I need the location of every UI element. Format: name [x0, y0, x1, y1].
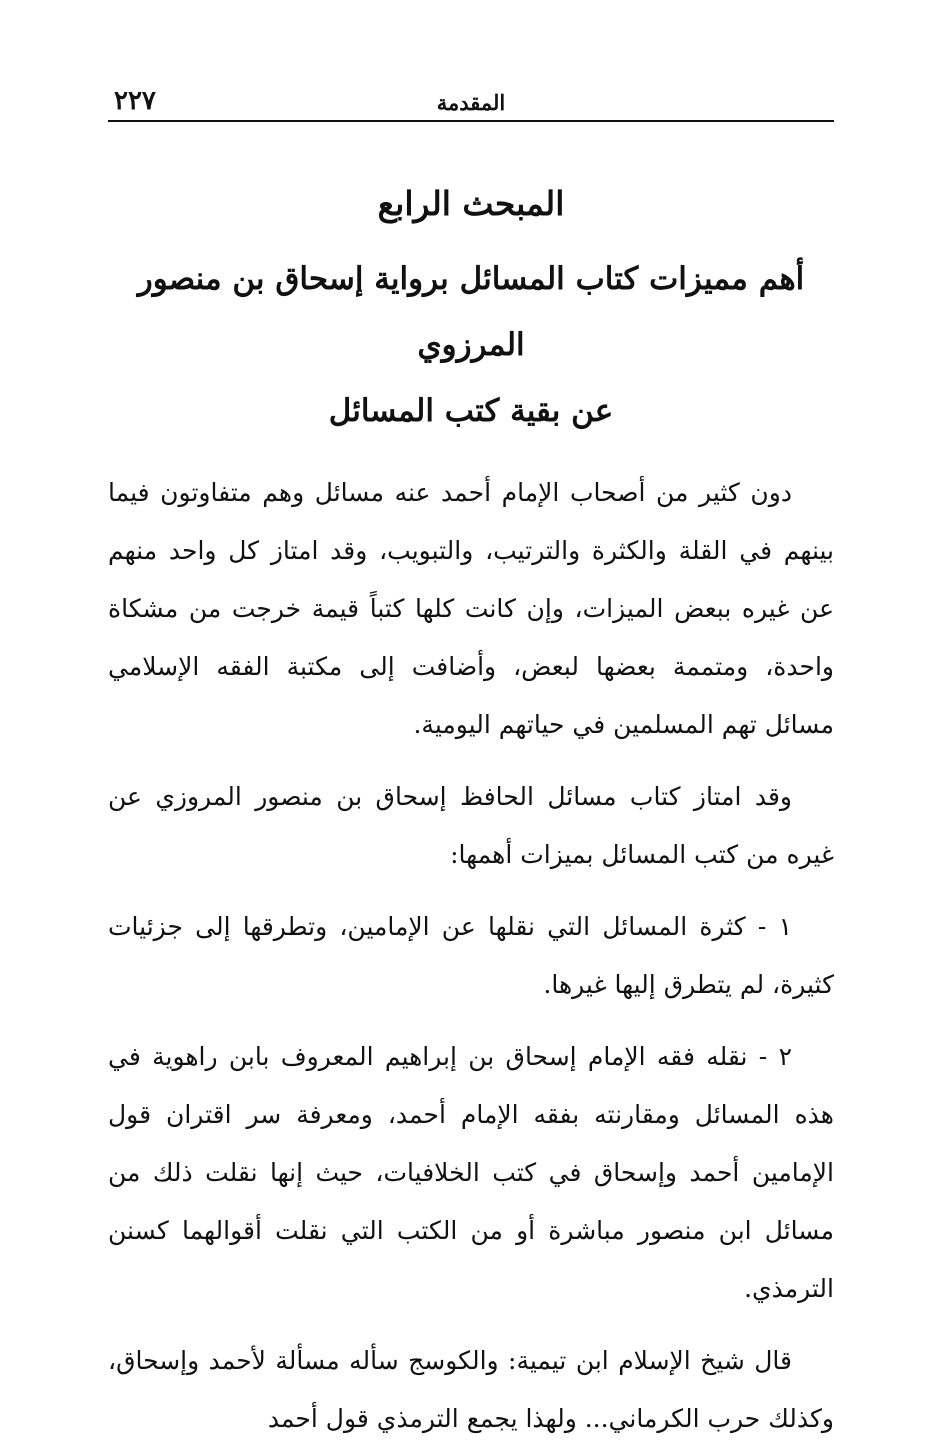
chapter-title-line-2: عن بقية كتب المسائل — [328, 392, 614, 429]
paragraph-distinction: وقد امتاز كتاب مسائل الحافظ إسحاق بن منصور المروزي عن غيره من كتب المسائل بميزات أهمها: — [108, 781, 834, 869]
chapter-title-line-1: أهم مميزات كتاب المسائل برواية إسحاق بن منصور المرزوي — [137, 260, 805, 363]
paragraph-intro: دون كثير من أصحاب الإمام أحمد عنه مسائل وهم متفاوتون فيما بينهم في القلة والكثرة والترتيب، والتبويب، وقد امتاز كل واحد منهم عن غيره ببعض الميزات، وإن كانت كلها كتباً قيمة خرجت من مشكاة واحدة، ومتممة بعضها لبعض، وأضافت إلى مكتبة الفقه الإسلامي مسائل تهم المسلمين في حياتهم اليومية. — [108, 477, 834, 739]
body-text — [108, 464, 834, 1448]
book-page — [108, 80, 834, 1448]
paragraph-point-2: ٢ - نقله فقه الإمام إسحاق بن إبراهيم المعروف بابن راهوية في هذه المسائل ومقارنته بفقه الإمام أحمد، ومعرفة سر اقتران قول الإمامين أحمد وإسحاق في كتب الخلافيات، حيث إنها نقلت ذلك من مسائل ابن منصور مباشرة أو من الكتب التي نقلت أقوالهما كسنن الترمذي. — [108, 1041, 834, 1303]
section-title: المقدمة — [436, 90, 506, 115]
chapter-heading: المبحث الرابع — [377, 184, 565, 223]
running-header — [108, 80, 834, 122]
paragraph-point-1: ١ - كثرة المسائل التي نقلها عن الإمامين، وتطرقها إلى جزئيات كثيرة، لم يتطرق إليها غيرها. — [108, 911, 834, 999]
paragraph-quote: قال شيخ الإسلام ابن تيمية: والكوسج سأله مسألة لأحمد وإسحاق، وكذلك حرب الكرماني... ولهذا يجمع الترمذي قول أحمد — [108, 1345, 834, 1433]
chapter-title — [118, 246, 824, 444]
page-number: ٢٢٧ — [114, 86, 156, 116]
